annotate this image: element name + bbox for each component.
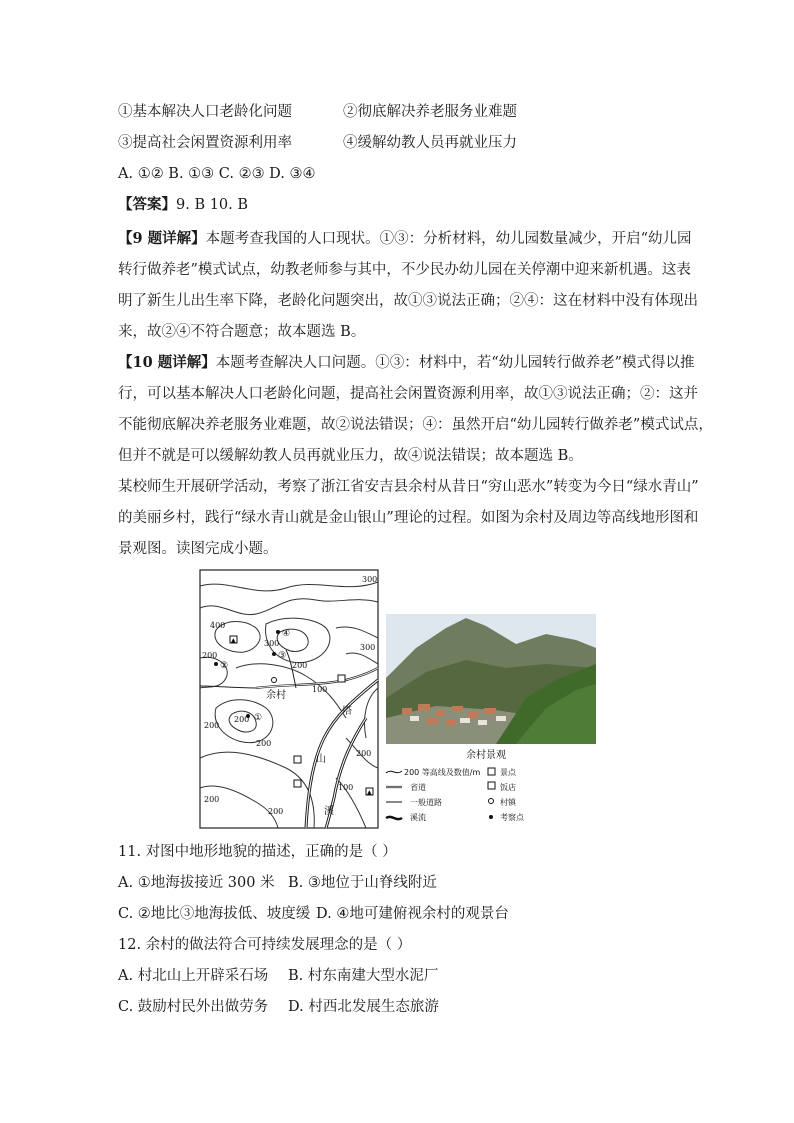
q11-option-d: D. ④地可建俯视余村的观景台: [316, 906, 509, 922]
material-line-3: 景观图。读图完成小题。: [118, 541, 278, 557]
q11-option-c: C. ②地比③地海拔低、坡度缓: [118, 906, 311, 922]
legend-contour: 200 等高线及数值/m: [404, 768, 481, 777]
q10-option-2: ②彻底解决养老服务业难题: [343, 104, 517, 120]
contour-label-200-d: 200: [268, 807, 284, 816]
contour-label-200-b: 200: [256, 739, 272, 748]
landscape-photo: [386, 614, 596, 744]
point-3-label: ③: [278, 651, 287, 661]
stream-label-1: 塔: [342, 706, 352, 717]
contour-label-100-b: 100: [338, 783, 354, 792]
q11-option-a: A. ①地海拔接近 300 米: [118, 875, 275, 891]
q9-explain-line-4: 来，故②④不符合题意；故本题选 B。: [118, 324, 366, 340]
q9-explain-text-1: 本题考查我国的人口现状。①③：分析材料，幼儿园数量减少，开启“幼儿园: [205, 231, 692, 247]
q9-explain-label: 【9 题详解】: [118, 230, 206, 247]
material-line-1: 某校师生开展研学活动，考察了浙江省安吉县余村从昔日“穷山恶水”转变为今日“绿水青山”: [118, 479, 699, 495]
point-4-label: ④: [282, 629, 291, 639]
contour-label-200-c: 200: [204, 795, 220, 804]
contour-label-200-a: 200: [204, 721, 220, 730]
q10-option-4: ④缓解幼教人员再就业压力: [343, 135, 517, 151]
svg-text:▲: ▲: [231, 637, 236, 644]
q10-option-1: ①基本解决人口老龄化问题: [118, 104, 292, 120]
legend-ordinary-road: 一般道路: [410, 798, 442, 807]
contour-map-and-photo: [196, 568, 606, 832]
answer-label: 【答案】: [118, 196, 176, 213]
q9-explain-line-1: [118, 229, 692, 249]
contour-label-300-mid: 300: [264, 639, 280, 648]
q12-option-a: A. 村北山上开辟采石场: [118, 968, 269, 984]
legend-hotel: 饭店: [500, 783, 516, 792]
contour-label-100: 100: [312, 685, 328, 694]
stream-label-2: 山: [316, 754, 326, 765]
legend-observation: 考察点: [500, 813, 524, 822]
contour-label-200-lower: 200: [234, 715, 250, 724]
point-1-label: ①: [254, 713, 263, 723]
q9-explain-line-3: 明了新生儿出生率下降，老龄化问题突出，故①③说法正确；②④：这在材料中没有体现出: [118, 293, 698, 309]
legend-village: 村镇: [500, 798, 516, 807]
contour-label-400: 400: [210, 621, 226, 630]
q12-option-d: D. 村西北发展生态旅游: [288, 999, 439, 1015]
legend: [386, 767, 525, 822]
contour-label-200-left: 200: [202, 651, 218, 660]
q12-stem: 12. 余村的做法符合可持续发展理念的是（ ）: [118, 937, 412, 953]
q10-choices: A. ①② B. ①③ C. ②③ D. ③④: [118, 166, 316, 182]
q10-explain-text-1: 本题考查解决人口问题。①③：材料中，若“幼儿园转行做养老”模式得以推: [215, 355, 695, 371]
photo-caption: 余村景观: [466, 750, 506, 761]
answer-line: [118, 195, 248, 215]
q11-option-b: B. ③地位于山脊线附近: [288, 875, 437, 891]
contour-label-300-top: 300: [362, 575, 378, 584]
legend-scenic: 景点: [500, 768, 516, 777]
contour-label-200-e: 200: [356, 749, 372, 758]
q9-explain-line-2: 转行做养老”模式试点，幼教老师参与其中，不少民办幼儿园在关停潮中迎来新机遇。这表: [118, 262, 691, 278]
q10-explain-label: 【10 题详解】: [118, 354, 216, 371]
q12-option-c: C. 鼓励村民外出做劳务: [118, 999, 269, 1015]
contour-label-300-right: 300: [360, 643, 376, 652]
q10-explain-line-1: [118, 353, 695, 373]
contour-label-200-center: 200: [292, 661, 308, 670]
stream-label-3: 溪: [324, 806, 334, 817]
legend-stream: 溪流: [410, 813, 426, 822]
q10-explain-line-3: 不能彻底解决养老服务业难题，故②说法错误；④：虽然开启“幼儿园转行做养老”模式试点，: [118, 417, 713, 433]
q11-stem: 11. 对图中地形地貌的描述，正确的是（ ）: [118, 844, 397, 860]
figure: [196, 568, 606, 832]
q12-option-b: B. 村东南建大型水泥厂: [288, 968, 439, 984]
village-label: 余村: [266, 690, 286, 701]
answer-text: 9. B 10. B: [176, 197, 249, 213]
q10-option-3: ③提高社会闲置资源利用率: [118, 135, 292, 151]
q10-explain-line-4: 但并不就是可以缓解幼教人员再就业压力，故④说法错误；故本题选 B。: [118, 448, 583, 464]
svg-text:▲: ▲: [367, 789, 372, 796]
legend-provincial-road: 省道: [410, 783, 426, 792]
q10-explain-line-2: 行，可以基本解决人口老龄化问题，提高社会闲置资源利用率，故①③说法正确；②：这并: [118, 386, 698, 402]
material-line-2: 的美丽乡村，践行“绿水青山就是金山银山”理论的过程。如图为余村及周边等高线地形图和: [118, 510, 699, 526]
point-2-label: ②: [220, 661, 229, 671]
